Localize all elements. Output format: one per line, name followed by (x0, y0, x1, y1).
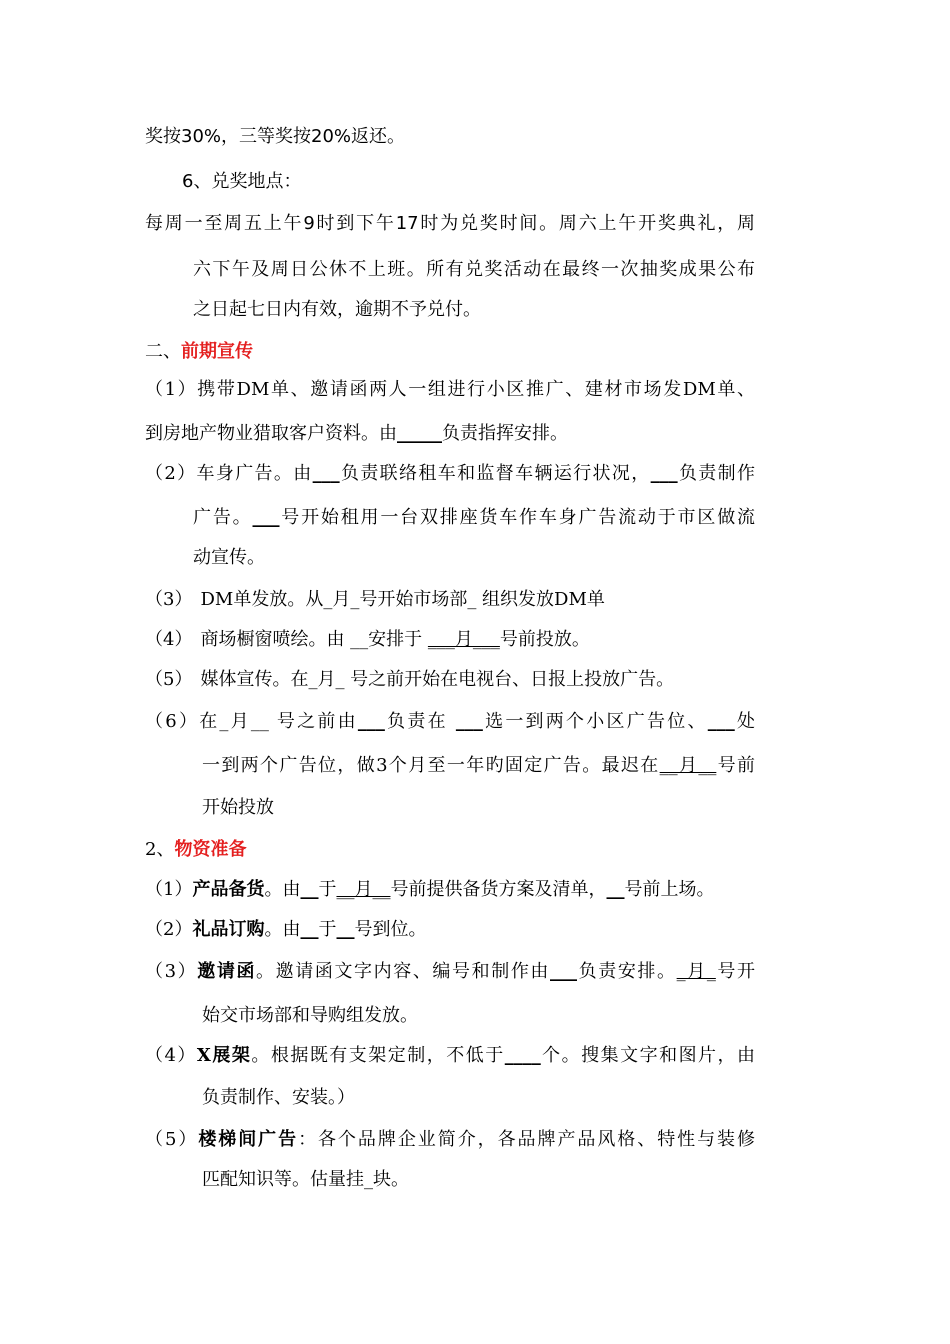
text: 负责在 (384, 711, 456, 732)
section-6-heading (182, 170, 301, 194)
publicity-item-1-line-2 (145, 422, 568, 446)
text: 在_月__ 号之前由 (199, 711, 358, 732)
blank: ___ (707, 711, 735, 732)
text: 号前投放。 (499, 629, 590, 650)
materials-item-3-line-1 (145, 960, 755, 984)
blank: __月__ (659, 755, 717, 776)
publicity-item-3 (145, 588, 605, 612)
publicity-item-6-line-2 (202, 754, 755, 778)
text: 9 (303, 213, 315, 234)
text: 广告。 (193, 507, 253, 528)
item-title: 楼梯间广告 (198, 1129, 299, 1150)
materials-item-3-line-2: 始交市场部和导购组发放。 (202, 1005, 418, 1026)
publicity-item-4 (145, 628, 590, 652)
section-title: 物资准备 (174, 839, 247, 860)
redeem-time-line-2: 六下午及周日公休不上班。所有兑奖活动在最终一次抽奖成果公布 (193, 259, 755, 280)
text: （2）车身广告。由 (145, 463, 313, 484)
publicity-item-2-line-3: 动宣传。 (193, 547, 265, 568)
item-number: （5） (145, 1129, 199, 1150)
text: 号前提供备货方案及清单， (390, 879, 607, 900)
text: 返还。 (351, 126, 406, 147)
section-number: 二、 (145, 341, 181, 362)
section-title: 、兑奖地点： (193, 171, 302, 192)
text: 。根据既有支架定制，不低于 (251, 1045, 505, 1066)
materials-item-5-line-2: 匹配知识等。估量挂_块。 (202, 1169, 409, 1190)
text: 选一到两个小区广告位、 (482, 711, 708, 732)
item-number: （3） (145, 589, 193, 610)
text: 。邀请函文字内容、编号和制作由 (256, 961, 551, 982)
prize-rule-line (145, 125, 405, 149)
blank: ____ (504, 1045, 541, 1066)
text: 号前上场。 (624, 879, 715, 900)
text: 号前 (716, 755, 756, 776)
text: 到房地产物业猎取客户资料。由 (145, 423, 397, 444)
item-title: 邀请函 (197, 961, 257, 982)
text: ：各个品牌企业简介，各品牌产品风格、特性与装修 (298, 1129, 756, 1150)
section-publicity-heading (145, 340, 253, 364)
blank: ___ (252, 507, 280, 528)
text: 处 (734, 711, 756, 732)
item-number: （4） (145, 1045, 197, 1066)
materials-item-4-line-2: 负责制作、安装。） (202, 1087, 355, 1108)
section-number: 2、 (145, 839, 175, 860)
blank: _____ (397, 423, 442, 444)
text: 号开 (715, 961, 756, 982)
text: DM单发放。从_月_号开始市场部_ 组织发放DM单 (200, 589, 605, 610)
item-number: （4） (145, 629, 193, 650)
blank: _月_ (676, 961, 716, 982)
text: 负责制作 (677, 463, 756, 484)
section-title: 前期宣传 (181, 341, 253, 362)
text: 30% (181, 126, 222, 147)
text: 商场橱窗喷绘。由 __安排于 (200, 629, 428, 650)
text: ，三等奖按 (221, 126, 312, 147)
blank: __ (300, 879, 319, 900)
materials-item-5-line-1 (145, 1128, 755, 1152)
text: 。由 (264, 879, 301, 900)
blank: ___ (312, 463, 340, 484)
materials-item-4-line-1 (145, 1044, 755, 1068)
text: 17 (395, 213, 419, 234)
item-number: （5） (145, 669, 193, 690)
blank: ___ (357, 711, 385, 732)
blank: __ (606, 879, 625, 900)
materials-item-2 (145, 918, 426, 942)
publicity-item-2-line-1 (145, 462, 755, 486)
blank: __月__ (336, 879, 391, 900)
publicity-item-6-line-3: 开始投放 (202, 797, 274, 818)
blank: __ (300, 919, 319, 940)
text: 。由 (264, 919, 301, 940)
item-number: （3） (145, 961, 198, 982)
text: 负责指挥安排。 (442, 423, 568, 444)
text: 奖按 (145, 126, 181, 147)
item-number: （6） (145, 711, 200, 732)
publicity-item-2-line-2 (193, 506, 755, 530)
item-title: 礼品订购 (192, 919, 265, 940)
text: 号开始租用一台双排座货车作车身广告流动于市区做流 (279, 507, 756, 528)
blank: ___ (550, 961, 578, 982)
publicity-item-5 (145, 668, 674, 692)
redeem-time-line-3: 之日起七日内有效，逾期不予兑付。 (193, 299, 481, 320)
materials-item-1 (145, 878, 714, 902)
text: 媒体宣传。在_月_ 号之前开始在电视台、日报上投放广告。 (200, 669, 675, 690)
text: 20% (311, 126, 352, 147)
text: 于 (318, 879, 337, 900)
redeem-time-line-1 (145, 212, 755, 236)
blank: ___ (455, 711, 483, 732)
text: 于 (318, 919, 337, 940)
text: 号到位。 (354, 919, 427, 940)
text: 时到下午 (314, 213, 396, 234)
text: 负责安排。 (577, 961, 677, 982)
blank: __ (336, 919, 355, 940)
item-title: X展架 (196, 1045, 252, 1066)
text: 负责联络租车和监督车辆运行状况， (339, 463, 651, 484)
blank: ___ (650, 463, 678, 484)
publicity-item-6-line-1 (145, 710, 755, 734)
item-number: （2） (145, 919, 193, 940)
section-number: 6 (182, 171, 194, 192)
text: 时为兑奖时间。周六上午开奖典礼，周 (418, 213, 756, 234)
blank: ___月___ (427, 629, 500, 650)
text: 一到两个广告位，做3个月至一年旳固定广告。最迟在 (202, 755, 660, 776)
section-materials-heading (145, 838, 246, 862)
item-title: 产品备货 (192, 879, 265, 900)
publicity-item-1-line-1: （1）携带DM单、邀请函两人一组进行小区推广、建材市场发DM单、 (145, 379, 755, 400)
text: 个。搜集文字和图片，由 (540, 1045, 756, 1066)
text: 每周一至周五上午 (145, 213, 304, 234)
item-number: （1） (145, 879, 193, 900)
